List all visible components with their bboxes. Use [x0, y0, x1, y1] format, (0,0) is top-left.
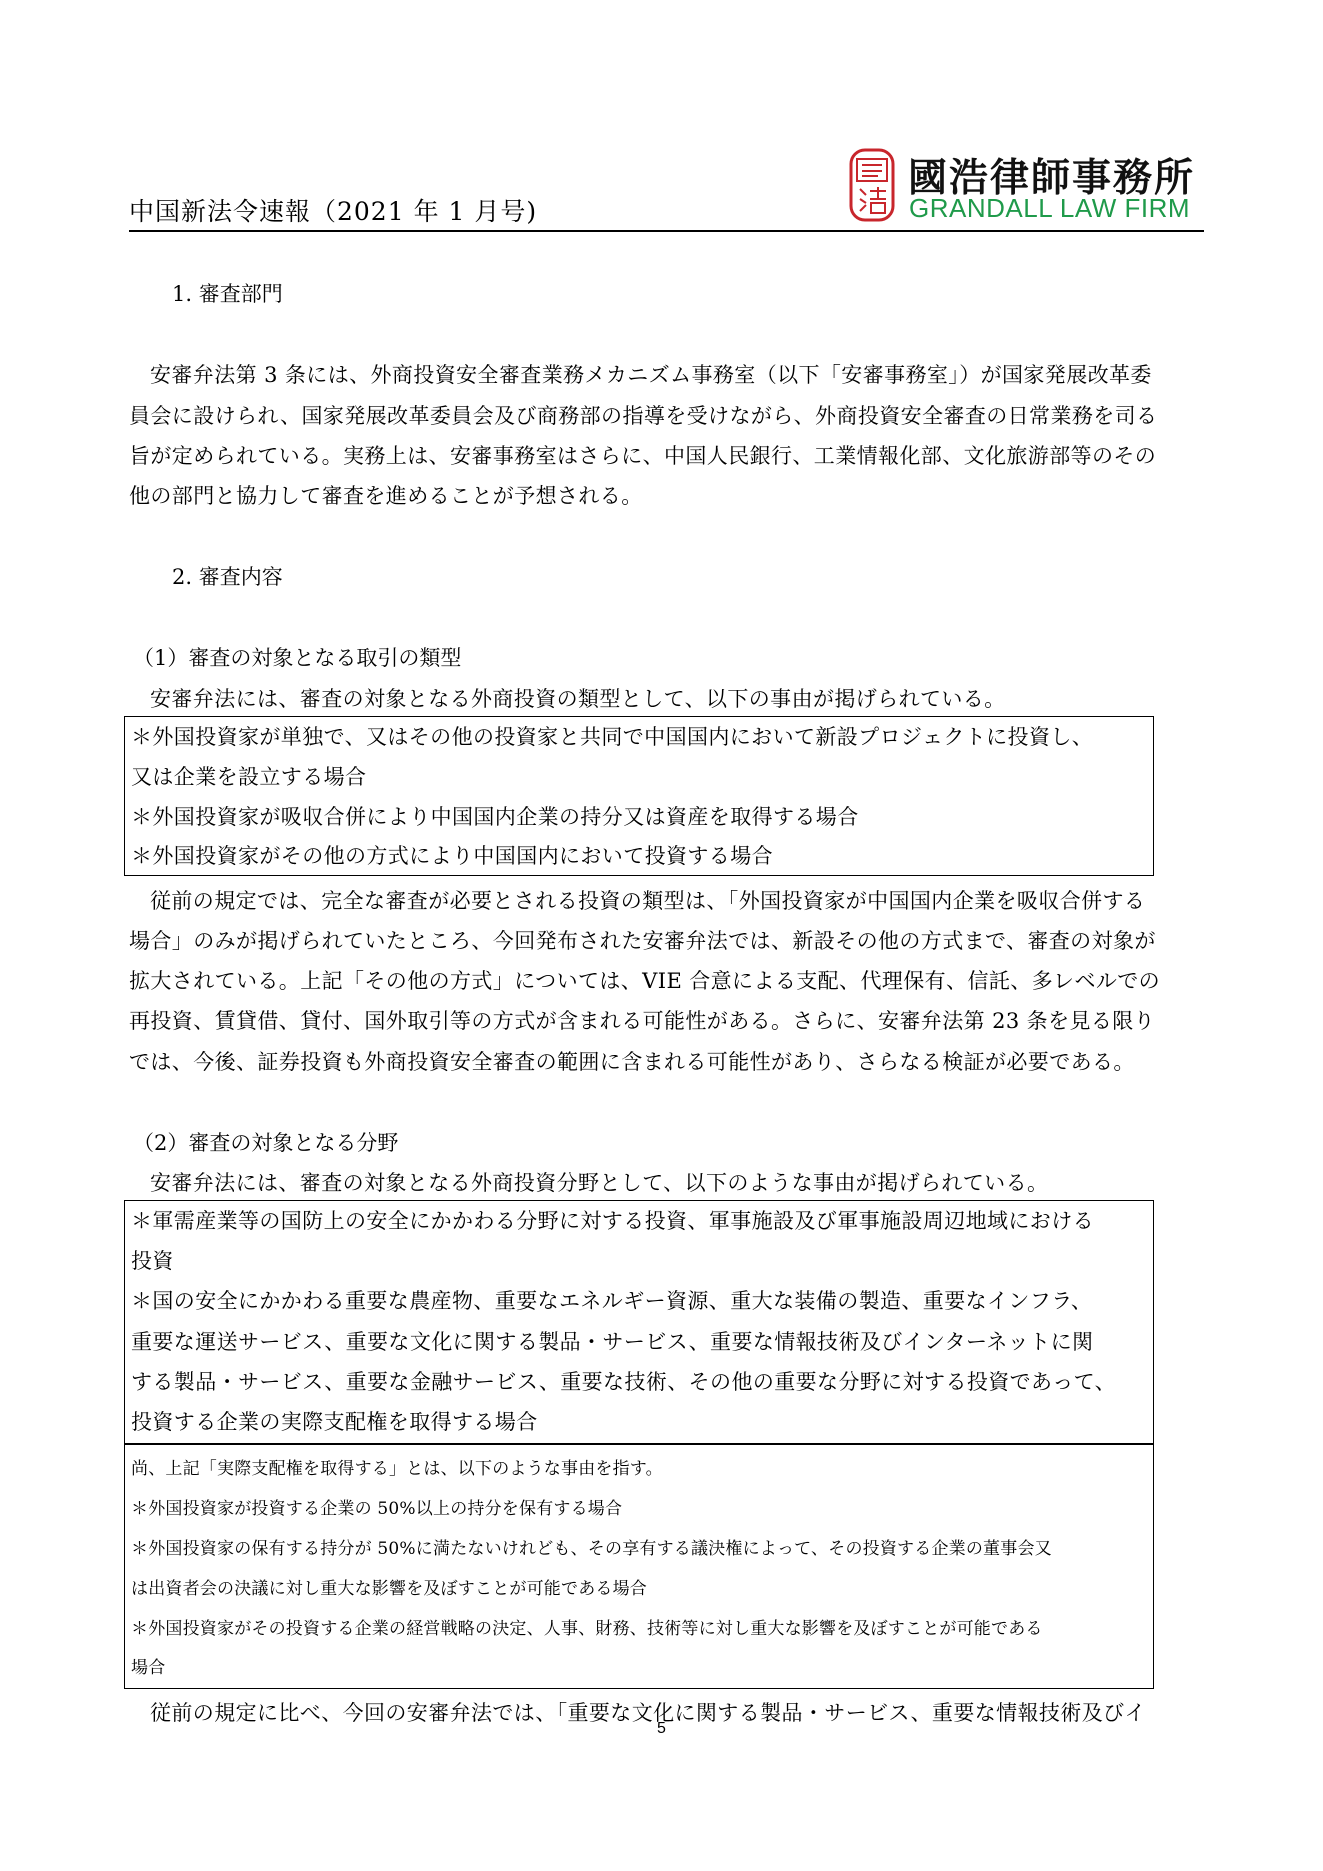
box-line: 投資する企業の実際支配権を取得する場合 [131, 1410, 538, 1434]
paragraph-line: 旨が定められている。実務上は、安審事務室はさらに、中国人民銀行、工業情報化部、文化旅游部等のその [129, 444, 1157, 468]
paragraph-line: 他の部門と協力して審査を進めることが予想される。 [129, 484, 643, 508]
note-line: 場合 [131, 1658, 166, 1678]
seal-icon [848, 147, 896, 223]
note-line: 尚、上記「実際支配権を取得する」とは、以下のような事由を指す。 [131, 1459, 663, 1479]
paragraph-line: 員会に設けられ、国家発展改革委員会及び商務部の指導を受けながら、外商投資安全審査の日常業務を司る [129, 404, 1158, 428]
paragraph-line: 再投資、賃貸借、貸付、国外取引等の方式が含まれる可能性がある。さらに、安審弁法第 23 条を見る限り [129, 1009, 1156, 1033]
box-line: ＊外国投資家がその他の方式により中国国内において投資する場合 [131, 844, 773, 868]
box-line: ＊外国投資家が吸収合併により中国国内企業の持分又は資産を取得する場合 [131, 805, 859, 829]
logo-text-zh: 國浩律師事務所 [908, 156, 1196, 201]
paragraph-line: では、今後、証券投資も外商投資安全審査の範囲に含まれる可能性があり、さらなる検証が必要である。 [129, 1050, 1135, 1074]
section-1-heading: 1. 審査部門 [172, 282, 283, 306]
box-line: 又は企業を設立する場合 [131, 765, 367, 789]
firm-logo [848, 143, 1208, 228]
paragraph-line: 安審弁法第 3 条には、外商投資安全審査業務メカニズム事務室（以下「安審事務室」）が国家発展改革委 [150, 363, 1152, 387]
box-line: ＊国の安全にかかわる重要な農産物、重要なエネルギー資源、重大な装備の製造、重要なインフラ、 [131, 1289, 1093, 1313]
fields-box [124, 1200, 1154, 1689]
box-line: する製品・サービス、重要な金融サービス、重要な技術、その他の重要な分野に対する投資であって、 [131, 1370, 1117, 1394]
page-number: 5 [657, 1720, 666, 1737]
section-2-heading: 2. 審査内容 [172, 565, 283, 589]
header-title: 中国新法令速報（2021 年 1 月号) [129, 197, 538, 226]
box-line: ＊外国投資家が単独で、又はその他の投資家と共同で中国国内において新設プロジェクトに投資し、 [131, 725, 1094, 749]
subsection-2-heading: （2）審査の対象となる分野 [133, 1131, 399, 1155]
note-line: ＊外国投資家の保有する持分が 50%に満たないけれども、その享有する議決権によって、その投資する企業の董事会又 [131, 1539, 1052, 1559]
box-line: 重要な運送サービス、重要な文化に関する製品・サービス、重要な情報技術及びインターネットに関 [131, 1330, 1094, 1354]
transaction-types-box [124, 716, 1154, 876]
note-line: ＊外国投資家が投資する企業の 50%以上の持分を保有する場合 [131, 1499, 623, 1519]
subsection-1-heading: （1）審査の対象となる取引の類型 [133, 646, 462, 670]
header-divider [129, 230, 1204, 232]
note-line: ＊外国投資家がその投資する企業の経営戦略の決定、人事、財務、技術等に対し重大な影響を及ぼすことが可能である [131, 1619, 1043, 1639]
subsection-1-intro: 安審弁法には、審査の対象となる外商投資の類型として、以下の事由が掲げられている。 [150, 687, 1006, 711]
box-line: ＊軍需産業等の国防上の安全にかかわる分野に対する投資、軍事施設及び軍事施設周辺地域における [131, 1209, 1094, 1233]
paragraph-line: 拡大されている。上記「その他の方式」については、VIE 合意による支配、代理保有、信託、多レベルでの [129, 969, 1161, 993]
note-line: は出資者会の決議に対し重大な影響を及ぼすことが可能である場合 [131, 1579, 647, 1599]
box-line: 投資 [131, 1249, 174, 1273]
paragraph-line: 従前の規定では、完全な審査が必要とされる投資の類型は、「外国投資家が中国国内企業を吸収合併する [150, 889, 1146, 913]
paragraph-line: 従前の規定に比べ、今回の安審弁法では、「重要な文化に関する製品・サービス、重要な情報技術及びイ [150, 1701, 1146, 1725]
paragraph-line: 場合」のみが掲げられていたところ、今回発布された安審弁法では、新設その他の方式まで、審査の対象が [129, 929, 1156, 953]
subsection-2-intro: 安審弁法には、審査の対象となる外商投資分野として、以下のような事由が掲げられている。 [150, 1171, 1049, 1195]
box-divider [125, 1443, 1153, 1445]
logo-text-en: GRANDALL LAW FIRM [909, 193, 1191, 223]
